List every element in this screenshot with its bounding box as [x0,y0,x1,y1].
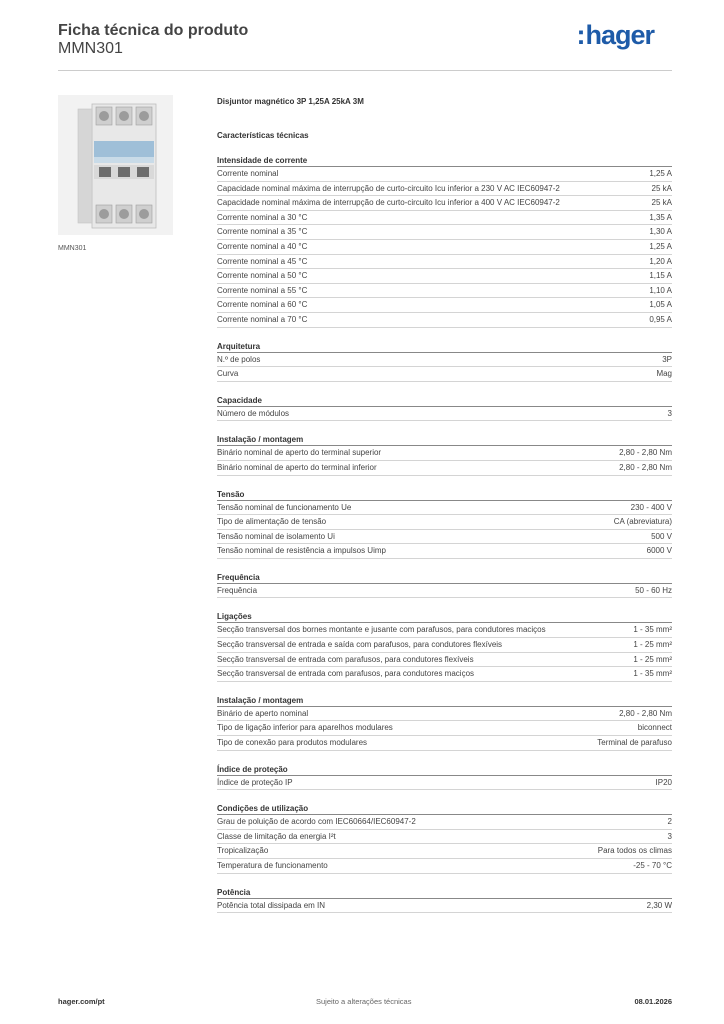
spec-section [217,887,672,914]
spec-label: Corrente nominal [217,169,279,178]
product-description: Disjuntor magnético 3P 1,25A 25kA 3M [217,97,364,106]
product-image [58,95,173,235]
tech-characteristics-title: Características técnicas [217,131,309,140]
spec-section [217,764,672,791]
spec-value: 1,10 A [649,285,672,295]
spec-row [217,407,672,422]
section-title: Intensidade de corrente [217,155,672,167]
spec-value: -25 - 70 °C [633,861,672,870]
spec-label: Corrente nominal a 30 °C [217,212,308,222]
spec-section [217,803,672,873]
spec-label: Binário nominal de aperto do terminal superior [217,448,382,458]
spec-label: Secção transversal de entrada e saída com parafusos, para condutores flexíveis [217,640,503,650]
spec-value: biconnect [637,723,672,733]
spec-row [217,255,672,270]
spec-label: Índice de proteção IP [217,777,293,787]
spec-row [217,501,672,516]
spec-row [217,899,672,914]
spec-value: 2 [667,817,672,827]
spec-row [217,623,672,638]
spec-label: Binário de aperto nominal [217,708,309,718]
spec-value: 3 [667,831,672,841]
spec-row [217,167,672,182]
spec-value: 2,30 W [646,900,672,910]
spec-value: 2,80 - 2,80 Nm [619,708,672,718]
spec-label: Secção transversal dos bornes montante e jusante com parafusos, para condutores maciços [217,625,546,635]
spec-value: 0,95 A [649,314,672,324]
spec-label: Corrente nominal a 55 °C [217,285,308,295]
spec-value: 3P [662,354,672,364]
spec-label: Grau de poluição de acordo com IEC60664/IEC60947-2 [217,817,416,827]
spec-value: 6000 V [646,546,672,556]
spec-row [217,530,672,545]
hager-logo: :hager [576,20,654,50]
section-title: Instalação / montagem [217,434,672,446]
spec-label: Capacidade nominal máxima de interrupção de curto-circuito Icu inferior a 400 V AC IEC60947-2 [217,198,560,208]
spec-section [217,434,672,475]
spec-row [217,638,672,653]
spec-label: N.º de polos [217,354,261,364]
spec-value: 25 kA [651,198,672,208]
spec-content [217,96,672,913]
spec-value: 1,15 A [649,271,672,281]
spec-row [217,298,672,313]
spec-label: Tipo de ligação inferior para aparelhos modulares [217,723,393,733]
spec-row [217,815,672,830]
section-title: Frequência [217,572,672,584]
spec-section [217,572,672,599]
spec-label: Tropicalização [217,846,269,856]
spec-row [217,211,672,226]
spec-row [217,269,672,284]
page-header [58,20,672,70]
spec-row [217,353,672,368]
spec-label: Corrente nominal a 60 °C [217,300,308,310]
spec-section [217,155,672,328]
spec-label: Temperatura de funcionamento [217,861,328,870]
spec-label: Corrente nominal a 45 °C [217,256,308,266]
page-title: Ficha técnica do produto [58,22,249,39]
spec-value: 1,35 A [649,212,672,222]
spec-row [217,240,672,255]
spec-label: Curva [217,369,239,379]
page-footer [58,997,672,1009]
spec-value: IP20 [655,777,672,787]
spec-label: Número de módulos [217,408,290,418]
section-title: Tensão [217,489,672,501]
spec-value: 2,80 - 2,80 Nm [619,448,672,458]
section-title: Potência [217,887,672,899]
spec-row [217,859,672,874]
spec-row [217,196,672,211]
spec-value: 1 - 35 mm² [633,669,672,679]
section-title: Arquitetura [217,341,672,353]
section-title: Ligações [217,611,672,623]
footer-notice: Sujeito a alterações técnicas [316,997,412,1006]
spec-row [217,844,672,859]
spec-section [217,395,672,422]
spec-value: 1,25 A [649,169,672,178]
spec-label: Tensão nominal de funcionamento Ue [217,502,352,512]
spec-section [217,489,672,559]
spec-label: Capacidade nominal máxima de interrupção de curto-circuito Icu inferior a 230 V AC IEC60947-2 [217,183,560,193]
spec-row [217,284,672,299]
section-title: Capacidade [217,395,672,407]
page-subtitle: MMN301 [58,40,123,57]
spec-row [217,461,672,476]
spec-value: 2,80 - 2,80 Nm [619,462,672,472]
spec-value: 230 - 400 V [630,502,672,512]
spec-label: Potência total dissipada em IN [217,900,326,910]
spec-value: 1,05 A [649,300,672,310]
spec-value: 1,30 A [649,227,672,237]
footer-website: hager.com/pt [58,997,105,1006]
spec-row [217,736,672,751]
spec-value: 1 - 25 mm² [633,640,672,650]
spec-value: Terminal de parafuso [597,738,672,748]
spec-row [217,776,672,791]
logo-text: hager [585,20,654,50]
circuit-breaker-illustration [58,95,173,235]
spec-value: Mag [656,369,672,379]
spec-row [217,182,672,197]
spec-value: 25 kA [651,183,672,193]
footer-date: 08.01.2026 [634,997,672,1006]
section-title: Índice de proteção [217,764,672,776]
header-divider [58,70,672,71]
section-title: Instalação / montagem [217,695,672,707]
spec-row [217,653,672,668]
spec-value: 3 [667,408,672,418]
spec-value: Para todos os climas [597,846,672,856]
spec-label: Classe de limitação da energia I²t [217,831,336,841]
spec-row [217,584,672,599]
section-title: Condições de utilização [217,803,672,815]
spec-value: 1 - 35 mm² [633,625,672,635]
spec-row [217,225,672,240]
spec-row [217,830,672,845]
spec-value: 50 - 60 Hz [635,585,672,595]
spec-section [217,611,672,681]
spec-value: 1,20 A [649,256,672,266]
spec-label: Tensão nominal de isolamento Ui [217,531,335,541]
spec-row [217,721,672,736]
spec-row [217,544,672,559]
spec-label: Binário nominal de aperto do terminal inferior [217,462,377,472]
spec-value: 1,25 A [649,241,672,251]
spec-row [217,667,672,682]
spec-value: 1 - 25 mm² [633,654,672,664]
spec-row [217,313,672,328]
spec-row [217,515,672,530]
spec-label: Tipo de alimentação de tensão [217,517,327,527]
spec-label: Frequência [217,585,258,595]
spec-section [217,695,672,751]
spec-label: Secção transversal de entrada com parafusos, para condutores flexíveis [217,654,474,664]
spec-value: CA (abreviatura) [613,517,672,527]
spec-row [217,446,672,461]
spec-row [217,367,672,382]
spec-label: Secção transversal de entrada com parafusos, para condutores maciços [217,669,475,679]
spec-section [217,341,672,382]
spec-label: Corrente nominal a 50 °C [217,271,308,281]
spec-value: 500 V [651,531,672,541]
spec-label: Corrente nominal a 70 °C [217,314,308,324]
spec-label: Corrente nominal a 35 °C [217,227,308,237]
spec-label: Tensão nominal de resistência a impulsos Uimp [217,546,386,556]
spec-label: Tipo de conexão para produtos modulares [217,738,368,748]
spec-row [217,707,672,722]
spec-label: Corrente nominal a 40 °C [217,241,308,251]
spec-sections [217,155,672,913]
image-caption: MMN301 [58,245,87,252]
